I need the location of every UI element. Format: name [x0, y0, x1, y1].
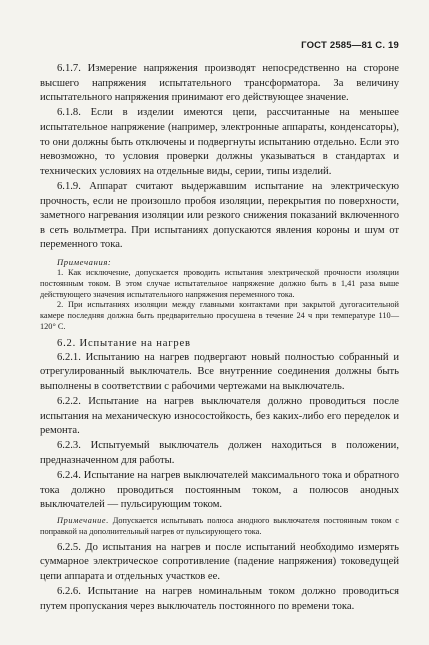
page-content [40, 62, 399, 615]
section-heading: 6.2. Испытание на нагрев [57, 337, 191, 349]
inline-note-text: Допускается испытывать полюса анодного выключателя постоянным током с поправкой на дополнительный нагрев от пульсирующего тока. [40, 516, 399, 536]
paragraph-6-2-6: 6.2.6. Испытание на нагрев номинальным током должно проводиться путем пропускания через выключатель постоянного по времени тока. [40, 585, 399, 612]
paragraph-6-1-8: 6.1.8. Если в изделии имеются цепи, рассчитанные на меньшее испытательное напряжение (например, электронные аппараты, конденсаторы), то они должны быть отключены и подвергнуты испытанию отдельно. Если это невозможно, то условия проверки должны указываться в стандартах и технических условиях на отдельные виды, серии, типы изделий. [40, 107, 399, 177]
inline-note-label: Примечание. [57, 516, 109, 525]
paragraph-6-1-7: 6.1.7. Измерение напряжения производят непосредственно на стороне высшего напряжения испытательного трансформатора. За величину испытательного напряжения принимают его действующее значение. [40, 63, 399, 104]
paragraph-6-2-3: 6.2.3. Испытуемый выключатель должен находиться в положении, предназначенном для работы. [40, 440, 399, 467]
paragraph-6-2-5: 6.2.5. До испытания на нагрев и после испытаний необходимо измерять суммарное электрическое сопротивление (падение напряжения) токоведущей цепи аппарата и отдельных участков ее. [40, 541, 399, 582]
paragraph-6-1-9: 6.1.9. Аппарат считают выдержавшим испытание на электрическую прочность, если не произошло пробоя изоляции, перекрытия по поверхности, заметного нагревания изоляции или резкого снижения показаний включенного в сеть вольтметра. При испытаниях допускаются явления короны и шум от переменного тока. [40, 180, 399, 251]
notes-title: Примечания: [57, 256, 112, 267]
page-header: ГОСТ 2585—81 С. 19 [301, 40, 399, 51]
paragraph-6-2-4: 6.2.4. Испытание на нагрев выключателей максимального тока и обратного тока должно проводиться постоянным током, а полюсов анодных выключателей — пульсирующим током. [40, 470, 399, 511]
note-2: 2. При испытаниях изоляции между главными контактами при закрытой дугогасительной камере последняя должна быть предварительно просушена в течение 24 ч при температуре 110—120° С. [40, 300, 399, 331]
paragraph-6-2-2: 6.2.2. Испытание на нагрев выключателя должно проводиться после испытания на механическую износостойкость, без каких-либо его переделок и ремонта. [40, 396, 399, 437]
inline-note [40, 516, 399, 538]
note-1: 1. Как исключение, допускается проводить испытания электрической прочности изоляции постоянным током. В этом случае испытательное напряжение должно быть в 1,41 раза выше действующего значения испытательного напряжения переменного тока. [40, 267, 399, 299]
paragraph-6-2-1: 6.2.1. Испытанию на нагрев подвергают новый полностью собранный и отрегулированный выключатель. Все внутренние соединения должны быть выполнены в соответствии с рабочими чертежами на выключатель. [40, 351, 399, 392]
